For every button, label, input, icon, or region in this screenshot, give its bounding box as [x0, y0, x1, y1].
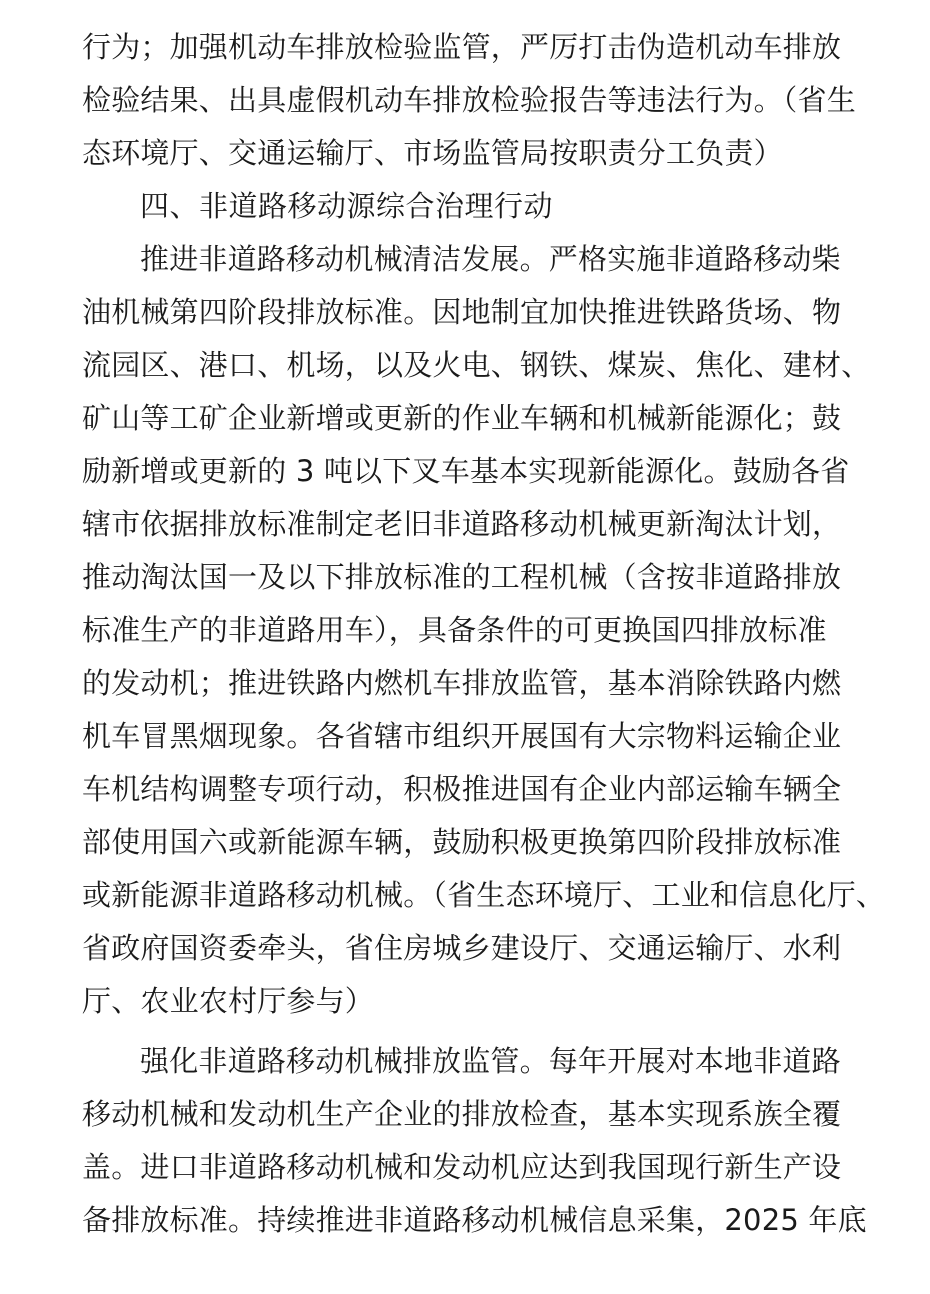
paragraph-line: 的发动机；推进铁路内燃机车排放监管，基本消除铁路内燃 — [82, 666, 842, 700]
paragraph-line: 省政府国资委牵头，省住房城乡建设厅、交通运输厅、水利 — [82, 931, 842, 965]
paragraph-line: 备排放标准。持续推进非道路移动机械信息采集，2025 年底 — [82, 1203, 867, 1237]
paragraph-line: 辖市依据排放标准制定老旧非道路移动机械更新淘汰计划， — [82, 507, 842, 541]
paragraph-line: 推动淘汰国一及以下排放标准的工程机械（含按非道路排放 — [82, 560, 842, 594]
paragraph-line: 标准生产的非道路用车），具备条件的可更换国四排放标准 — [82, 613, 827, 647]
paragraph-line: 厅、农业农村厅参与） — [82, 984, 375, 1018]
paragraph-line: 励新增或更新的 3 吨以下叉车基本实现新能源化。鼓励各省 — [82, 454, 850, 488]
paragraph-line: 流园区、港口、机场，以及火电、钢铁、煤炭、焦化、建材、 — [82, 348, 871, 382]
paragraph-line: 部使用国六或新能源车辆，鼓励积极更换第四阶段排放标准 — [82, 825, 842, 859]
paragraph-line: 盖。进口非道路移动机械和发动机应达到我国现行新生产设 — [82, 1150, 842, 1184]
paragraph-line: 机车冒黑烟现象。各省辖市组织开展国有大宗物料运输企业 — [82, 719, 842, 753]
paragraph-line: 态环境厅、交通运输厅、市场监管局按职责分工负责） — [82, 136, 783, 170]
paragraph-line: 矿山等工矿企业新增或更新的作业车辆和机械新能源化；鼓 — [82, 401, 842, 435]
paragraph-line: 行为；加强机动车排放检验监管，严厉打击伪造机动车排放 — [82, 30, 842, 64]
paragraph-line: 移动机械和发动机生产企业的排放检查，基本实现系族全覆 — [82, 1097, 842, 1131]
section-heading: 四、非道路移动源综合治理行动 — [140, 189, 554, 223]
paragraph-line: 车机结构调整专项行动，积极推进国有企业内部运输车辆全 — [82, 772, 842, 806]
paragraph-line: 推进非道路移动机械清洁发展。严格实施非道路移动柴 — [140, 242, 841, 276]
paragraph-line: 检验结果、出具虚假机动车排放检验报告等违法行为。（省生 — [82, 83, 856, 117]
paragraph-line: 或新能源非道路移动机械。（省生态环境厅、工业和信息化厅、 — [82, 878, 886, 912]
paragraph-line: 强化非道路移动机械排放监管。每年开展对本地非道路 — [140, 1044, 841, 1078]
paragraph-line: 油机械第四阶段排放标准。因地制宜加快推进铁路货场、物 — [82, 295, 842, 329]
